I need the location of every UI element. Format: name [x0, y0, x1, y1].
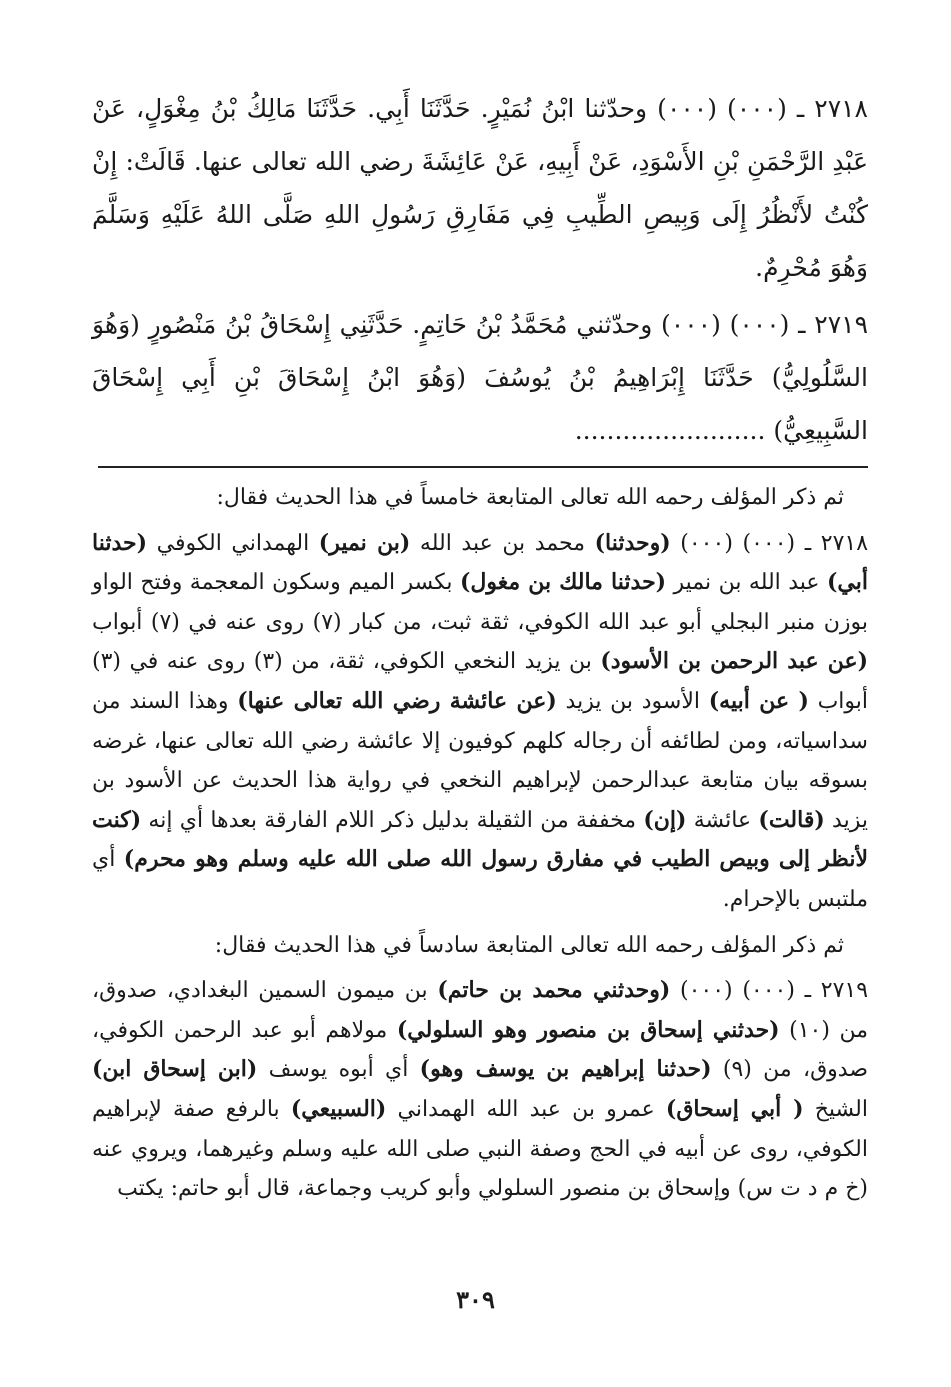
commentary-text-segment: محمد بن عبد الله: [410, 530, 595, 556]
bold-matn-segment: (ابن إسحاق ابن): [92, 1056, 258, 1083]
bold-matn-segment: ( عن أبيه): [708, 687, 809, 714]
commentary-text-segment: عبد الله بن نمير: [666, 570, 827, 596]
bold-matn-segment: (حدثني إسحاق بن منصور وهو السلولي): [396, 1016, 780, 1043]
commentary-paragraph-2719: [92, 971, 868, 1209]
commentary-text-segment: أي أبوه يوسف: [257, 1057, 420, 1083]
hadith-paragraph-2718: ٢٧١٨ ـ (٠٠٠) (٠٠٠) وحدّثنا ابْنُ نُمَيْرٍ. حَدَّثَنَا أَبِي. حَدَّثَنَا مَالِكُ بْنُ مِغْوَلٍ، عَنْ عَبْدِ الرَّحْمَنِ بْنِ الأَسْوَدِ، عَنْ أَبِيهِ، عَنْ عَائِشَةَ رضي الله تعالى عنها. قَالَتْ: إِنْ كُنْتُ لأَنْظُرُ إِلَى وَبِيصِ الطِّيبِ فِي مَفَارِقِ رَسُولِ اللهِ صَلَّى اللهُ عَلَيْهِ وَسَلَّمَ وَهُوَ مُحْرِمٌ.: [92, 94, 868, 282]
bold-matn-segment: (عن عبد الرحمن بن الأسود): [600, 648, 869, 675]
bold-matn-segment: (كنت لأنظر إلى وبيص الطيب في مفارق رسول الله صلى الله عليه وسلم وهو محرم): [92, 806, 869, 873]
commentary-text-segment: وهذا السند من سداسياته، ومن لطائفه أن رجاله كلهم كوفيون إلا عائشة رضي الله تعالى عنها، غرضه بسوقه بيان متابعة عبدالرحمن لإبراهيم النخعي في رواية هذا الحديث عن الأسود بن يزيد: [92, 688, 868, 833]
bold-matn-segment: (وحدثني محمد بن حاتم): [437, 977, 671, 1004]
commentary-text-segment: الهمداني الكوفي: [147, 530, 319, 556]
bold-matn-segment: (قالت): [758, 806, 825, 833]
bold-matn-segment: (إن): [643, 806, 687, 833]
bold-matn-segment: (حدثنا مالك بن مغول): [459, 569, 667, 596]
separator-line: [98, 466, 868, 468]
commentary-text-segment: ٢٧١٨ ـ (٠٠٠) (٠٠٠): [670, 530, 869, 556]
bold-matn-segment: (حدثنا إبراهيم بن يوسف وهو): [419, 1056, 712, 1083]
bold-matn-segment: (وحدثنا): [594, 529, 671, 556]
bold-matn-segment: (بن نمير): [318, 529, 411, 556]
commentary-text-segment: أي ملتبس بالإحرام.: [92, 847, 868, 912]
commentary-text-segment: بكسر الميم وسكون المعجمة وفتح الواو بوزن منبر البجلي أبو عبد الله الكوفي، ثقة ثبت، من كبار (٧) روى عنه في (٧) أبواب: [92, 570, 869, 635]
commentary-text-segment: بالرفع صفة لإبراهيم الكوفي، روى عن أبيه في الحج وصفة النبي صلى الله عليه وسلم وغيرهما، ويروي عنه (خ م د ت س) وإسحاق بن منصور السلولي وأبو كريب وجماعة، قال أبو حاتم: يكتب: [92, 1096, 868, 1202]
bold-matn-segment: (السبيعي): [290, 1095, 387, 1122]
bold-matn-segment: ( أبي إسحاق): [665, 1095, 804, 1122]
commentary-text-segment: الأسود بن يزيد: [556, 688, 709, 714]
commentary-text-segment: الشيخ: [803, 1096, 868, 1122]
commentary-intro-6: ثم ذكر المؤلف رحمه الله تعالى المتابعة سادساً في هذا الحديث فقال:: [214, 932, 844, 958]
bold-matn-segment: (عن عائشة رضي الله تعالى عنها): [237, 687, 557, 714]
commentary-text-segment: بن يزيد النخعي الكوفي، ثقة، من (٣) روى عنه في (٣) أبواب: [92, 649, 868, 714]
commentary-text-segment: عائشة: [686, 807, 759, 833]
commentary-text-segment: عمرو بن عبد الله الهمداني: [386, 1096, 666, 1122]
commentary-text-segment: مولاهم أبو عبد الرحمن الكوفي، صدوق، من (٩): [92, 1017, 869, 1083]
commentary-paragraph-2718: [92, 524, 868, 920]
hadith-paragraph-2719: ٢٧١٩ ـ (٠٠٠) (٠٠٠) وحدّثني مُحَمَّدُ بْنُ حَاتِمٍ. حَدَّثَنِي إِسْحَاقُ بْنُ مَنْصُورٍ (وَهُوَ السَّلُولِيُّ) حَدَّثَنَا إِبْرَاهِيمُ بْنُ يُوسُفَ (وَهُوَ ابْنُ إِسْحَاقَ بْنِ أَبِي إِسْحَاقَ السَّبِيعِيُّ) ........................: [92, 310, 868, 445]
commentary-text-segment: مخففة من الثقيلة بدليل ذكر اللام الفارقة بعدها أي إنه: [141, 807, 644, 833]
commentary-text-segment: بن ميمون السمين البغدادي، صدوق، من (١٠): [92, 978, 868, 1043]
commentary-text-segment: ٢٧١٩ ـ (٠٠٠) (٠٠٠): [670, 978, 869, 1004]
commentary-block: [92, 478, 868, 1209]
hadith-text-block: [92, 82, 868, 457]
bold-matn-segment: (حدثنا أبي): [92, 529, 868, 596]
page-number: ٣٠٩: [456, 1285, 495, 1314]
commentary-intro-5: ثم ذكر المؤلف رحمه الله تعالى المتابعة خامساً في هذا الحديث فقال:: [216, 485, 844, 510]
